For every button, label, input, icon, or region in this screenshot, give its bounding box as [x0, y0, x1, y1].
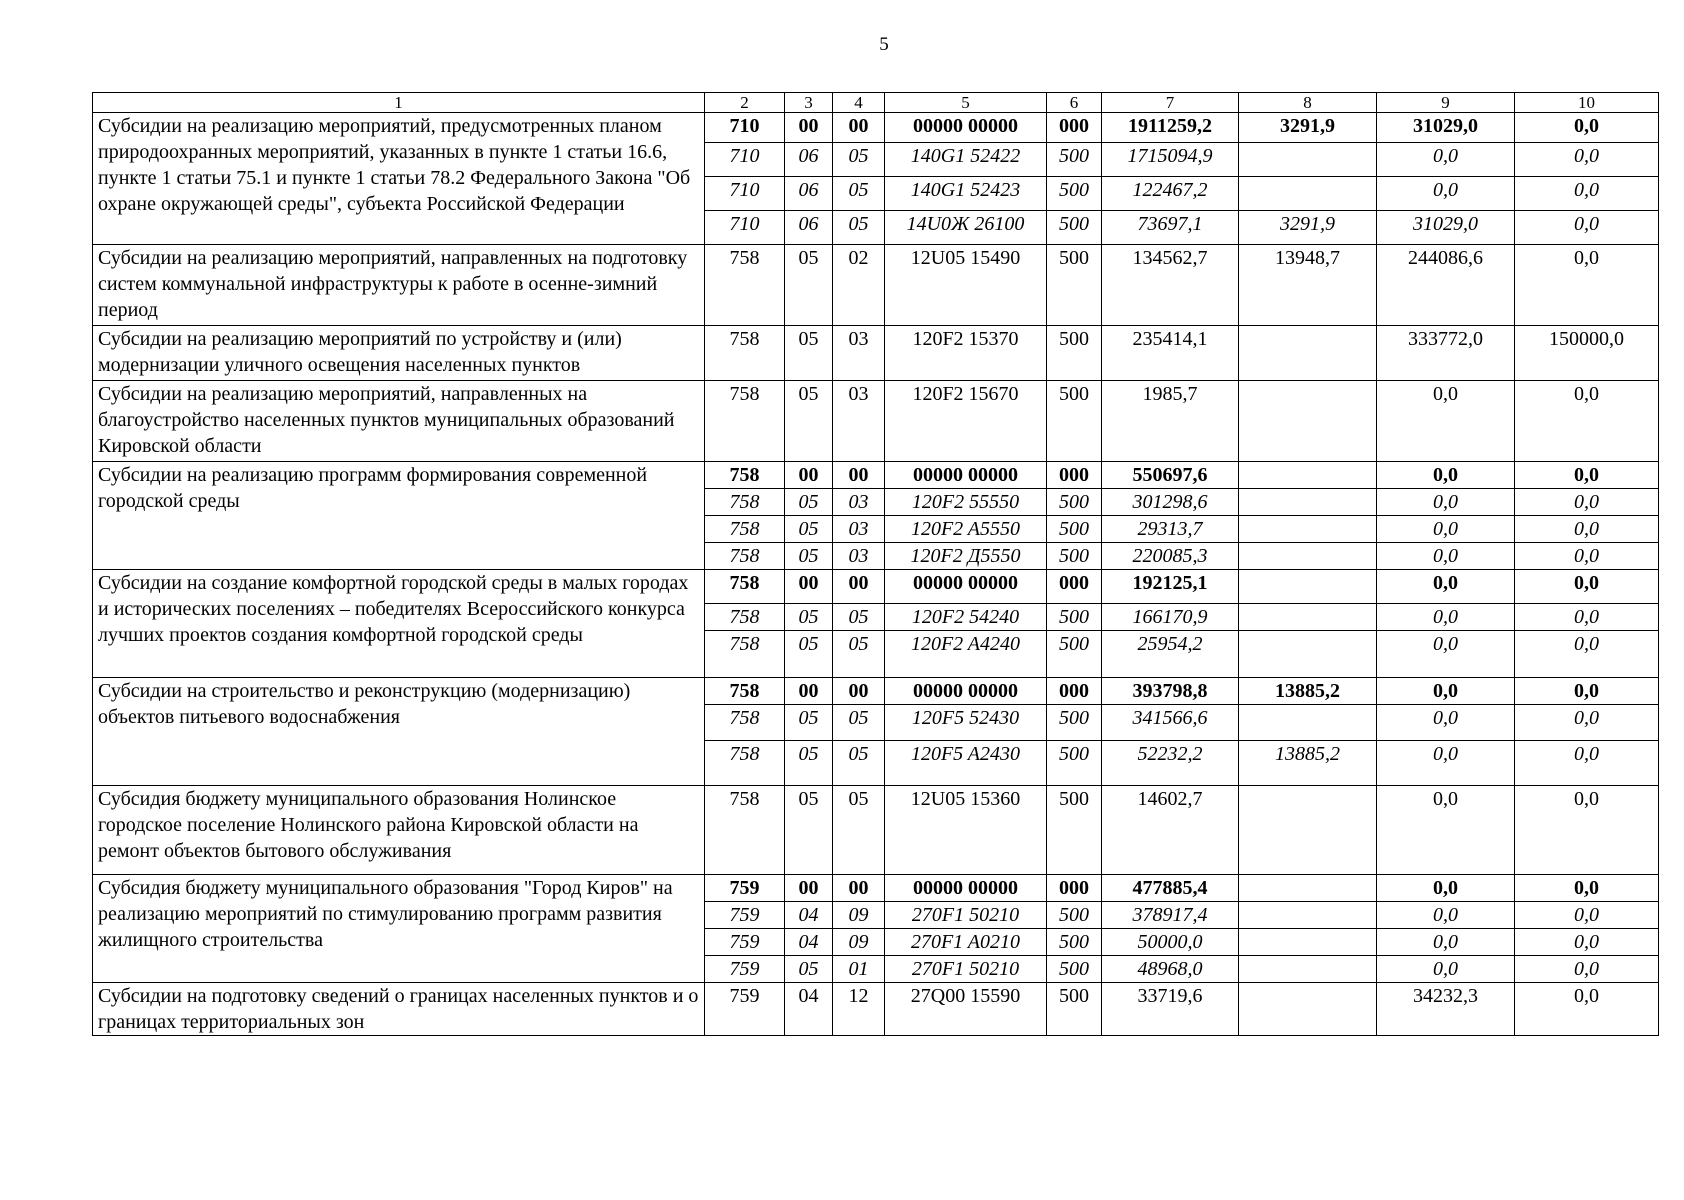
sum-col-10-cell: 0,0	[1515, 381, 1659, 462]
sum-col-7-cell: 1715094,9	[1102, 143, 1239, 177]
sum-col-8-cell	[1239, 462, 1377, 489]
section-cell: 00	[785, 570, 833, 604]
sum-col-7-cell: 393798,8	[1102, 678, 1239, 705]
sum-col-8-cell	[1239, 489, 1377, 516]
target-article-cell: 00000 00000	[885, 875, 1047, 902]
target-article-cell: 120F2 Д5550	[885, 543, 1047, 570]
section-cell: 06	[785, 177, 833, 211]
target-article-cell: 00000 00000	[885, 462, 1047, 489]
sum-col-10-cell: 0,0	[1515, 604, 1659, 631]
target-article-cell: 140G1 52423	[885, 177, 1047, 211]
sum-col-9-cell: 0,0	[1377, 381, 1515, 462]
sum-col-9-cell: 0,0	[1377, 462, 1515, 489]
chapter-cell: 758	[705, 604, 785, 631]
sum-col-8-cell	[1239, 631, 1377, 678]
sum-col-8-cell	[1239, 705, 1377, 741]
sum-col-7-cell: 122467,2	[1102, 177, 1239, 211]
sum-col-9-cell: 0,0	[1377, 177, 1515, 211]
sum-col-8-cell: 13948,7	[1239, 245, 1377, 326]
expense-type-cell: 500	[1047, 929, 1102, 956]
chapter-cell: 758	[705, 516, 785, 543]
expense-type-cell: 500	[1047, 604, 1102, 631]
sum-col-7-cell: 1985,7	[1102, 381, 1239, 462]
sum-col-8-cell	[1239, 143, 1377, 177]
sum-col-9-cell: 0,0	[1377, 705, 1515, 741]
expense-type-cell: 000	[1047, 570, 1102, 604]
sum-col-10-cell: 0,0	[1515, 543, 1659, 570]
sum-col-10-cell: 0,0	[1515, 983, 1659, 1036]
sum-col-9-cell: 0,0	[1377, 902, 1515, 929]
expense-type-cell: 500	[1047, 177, 1102, 211]
subsection-cell: 09	[833, 929, 885, 956]
target-article-cell: 120F2 54240	[885, 604, 1047, 631]
sum-col-9-cell: 0,0	[1377, 604, 1515, 631]
section-cell: 05	[785, 326, 833, 381]
description-cell: Субсидии на реализацию мероприятий, предусмотренных планом природоохранных мероприятий, указанных в пункте 1 статьи 16.6, пункте 1 статьи 75.1 и пункте 1 статьи 78.2 Федерального Закона "Об охране окружающей среды", субъекта Российской Федерации	[93, 113, 705, 245]
sum-col-7-cell: 1911259,2	[1102, 113, 1239, 143]
table-row	[93, 326, 1659, 381]
target-article-cell: 120F5 52430	[885, 705, 1047, 741]
sum-col-10-cell: 0,0	[1515, 705, 1659, 741]
sum-col-7-cell: 50000,0	[1102, 929, 1239, 956]
sum-col-9-cell: 0,0	[1377, 143, 1515, 177]
subsection-cell: 00	[833, 570, 885, 604]
sum-col-8-cell	[1239, 902, 1377, 929]
sum-col-10-cell: 0,0	[1515, 678, 1659, 705]
sum-col-7-cell: 192125,1	[1102, 570, 1239, 604]
subsection-cell: 05	[833, 604, 885, 631]
sum-col-8-cell	[1239, 604, 1377, 631]
subsection-cell: 03	[833, 489, 885, 516]
sum-col-8-cell	[1239, 956, 1377, 983]
section-cell: 05	[785, 516, 833, 543]
description-cell: Субсидия бюджету муниципального образования "Город Киров" на реализацию мероприятий по стимулированию программ развития жилищного строительства	[93, 875, 705, 983]
section-cell: 05	[785, 543, 833, 570]
subsection-cell: 05	[833, 741, 885, 786]
sum-col-9-cell: 0,0	[1377, 631, 1515, 678]
subsection-cell: 05	[833, 143, 885, 177]
target-article-cell: 140G1 52422	[885, 143, 1047, 177]
expense-type-cell: 500	[1047, 381, 1102, 462]
sum-col-7-cell: 166170,9	[1102, 604, 1239, 631]
expense-type-cell: 000	[1047, 462, 1102, 489]
sum-col-8-cell	[1239, 786, 1377, 875]
sum-col-9-cell: 0,0	[1377, 543, 1515, 570]
header-cell-8: 8	[1239, 93, 1377, 113]
description-cell: Субсидии на подготовку сведений о границах населенных пунктов и о границах территориальных зон	[93, 983, 705, 1036]
expense-type-cell: 500	[1047, 326, 1102, 381]
sum-col-8-cell: 13885,2	[1239, 678, 1377, 705]
target-article-cell: 00000 00000	[885, 113, 1047, 143]
section-cell: 00	[785, 875, 833, 902]
sum-col-7-cell: 25954,2	[1102, 631, 1239, 678]
section-cell: 05	[785, 741, 833, 786]
description-cell: Субсидии на реализацию мероприятий по устройству и (или) модернизации уличного освещения населенных пунктов	[93, 326, 705, 381]
header-cell-4: 4	[833, 93, 885, 113]
sum-col-10-cell: 0,0	[1515, 245, 1659, 326]
subsection-cell: 01	[833, 956, 885, 983]
sum-col-7-cell: 134562,7	[1102, 245, 1239, 326]
sum-col-7-cell: 220085,3	[1102, 543, 1239, 570]
section-cell: 04	[785, 983, 833, 1036]
sum-col-7-cell: 29313,7	[1102, 516, 1239, 543]
section-cell: 05	[785, 381, 833, 462]
chapter-cell: 759	[705, 956, 785, 983]
table-row	[93, 245, 1659, 326]
sum-col-8-cell	[1239, 570, 1377, 604]
header-cell-10: 10	[1515, 93, 1659, 113]
chapter-cell: 759	[705, 983, 785, 1036]
subsection-cell: 05	[833, 211, 885, 245]
budget-table	[92, 92, 1659, 1036]
chapter-cell: 710	[705, 143, 785, 177]
sum-col-10-cell: 0,0	[1515, 211, 1659, 245]
table-row	[93, 786, 1659, 875]
section-cell: 04	[785, 902, 833, 929]
subsection-cell: 03	[833, 381, 885, 462]
table-row	[93, 462, 1659, 489]
sum-col-10-cell: 0,0	[1515, 462, 1659, 489]
table-row	[93, 113, 1659, 143]
subsection-cell: 05	[833, 631, 885, 678]
expense-type-cell: 500	[1047, 211, 1102, 245]
page-number: 5	[879, 34, 889, 55]
subsection-cell: 03	[833, 516, 885, 543]
chapter-cell: 759	[705, 875, 785, 902]
subsection-cell: 05	[833, 705, 885, 741]
section-cell: 00	[785, 678, 833, 705]
chapter-cell: 758	[705, 489, 785, 516]
chapter-cell: 758	[705, 543, 785, 570]
sum-col-7-cell: 14602,7	[1102, 786, 1239, 875]
sum-col-8-cell	[1239, 983, 1377, 1036]
chapter-cell: 758	[705, 631, 785, 678]
subsection-cell: 09	[833, 902, 885, 929]
sum-col-7-cell: 301298,6	[1102, 489, 1239, 516]
sum-col-9-cell: 0,0	[1377, 741, 1515, 786]
target-article-cell: 270F1 A0210	[885, 929, 1047, 956]
section-cell: 05	[785, 245, 833, 326]
target-article-cell: 27Q00 15590	[885, 983, 1047, 1036]
sum-col-9-cell: 0,0	[1377, 956, 1515, 983]
sum-col-10-cell: 0,0	[1515, 143, 1659, 177]
target-article-cell: 00000 00000	[885, 570, 1047, 604]
subsection-cell: 00	[833, 462, 885, 489]
target-article-cell: 12U05 15490	[885, 245, 1047, 326]
header-cell-2: 2	[705, 93, 785, 113]
description-cell: Субсидии на реализацию программ формирования современной городской среды	[93, 462, 705, 570]
chapter-cell: 759	[705, 902, 785, 929]
target-article-cell: 120F2 A5550	[885, 516, 1047, 543]
subsection-cell: 00	[833, 875, 885, 902]
sum-col-7-cell: 477885,4	[1102, 875, 1239, 902]
header-cell-3: 3	[785, 93, 833, 113]
sum-col-10-cell: 0,0	[1515, 956, 1659, 983]
description-cell: Субсидии на создание комфортной городской среды в малых городах и исторических поселениях – победителях Всероссийского конкурса лучших проектов создания комфортной городской среды	[93, 570, 705, 678]
sum-col-9-cell: 0,0	[1377, 570, 1515, 604]
section-cell: 04	[785, 929, 833, 956]
chapter-cell: 758	[705, 245, 785, 326]
sum-col-10-cell: 0,0	[1515, 631, 1659, 678]
sum-col-9-cell: 0,0	[1377, 489, 1515, 516]
section-cell: 05	[785, 705, 833, 741]
sum-col-7-cell: 378917,4	[1102, 902, 1239, 929]
description-cell: Субсидии на строительство и реконструкцию (модернизацию) объектов питьевого водоснабжения	[93, 678, 705, 786]
target-article-cell: 270F1 50210	[885, 902, 1047, 929]
sum-col-9-cell: 0,0	[1377, 786, 1515, 875]
target-article-cell: 00000 00000	[885, 678, 1047, 705]
expense-type-cell: 500	[1047, 245, 1102, 326]
sum-col-7-cell: 33719,6	[1102, 983, 1239, 1036]
sum-col-9-cell: 31029,0	[1377, 113, 1515, 143]
sum-col-9-cell: 31029,0	[1377, 211, 1515, 245]
target-article-cell: 120F5 A2430	[885, 741, 1047, 786]
sum-col-10-cell: 150000,0	[1515, 326, 1659, 381]
expense-type-cell: 500	[1047, 631, 1102, 678]
chapter-cell: 710	[705, 211, 785, 245]
subsection-cell: 12	[833, 983, 885, 1036]
expense-type-cell: 500	[1047, 543, 1102, 570]
sum-col-10-cell: 0,0	[1515, 741, 1659, 786]
chapter-cell: 758	[705, 705, 785, 741]
description-cell: Субсидии на реализацию мероприятий, направленных на подготовку систем коммунальной инфраструктуры к работе в осенне-зимний период	[93, 245, 705, 326]
table-row	[93, 381, 1659, 462]
sum-col-10-cell: 0,0	[1515, 570, 1659, 604]
expense-type-cell: 500	[1047, 705, 1102, 741]
sum-col-7-cell: 341566,6	[1102, 705, 1239, 741]
expense-type-cell: 500	[1047, 983, 1102, 1036]
chapter-cell: 710	[705, 113, 785, 143]
sum-col-8-cell	[1239, 381, 1377, 462]
table-row	[93, 983, 1659, 1036]
chapter-cell: 710	[705, 177, 785, 211]
sum-col-7-cell: 550697,6	[1102, 462, 1239, 489]
sum-col-9-cell: 244086,6	[1377, 245, 1515, 326]
target-article-cell: 12U05 15360	[885, 786, 1047, 875]
header-cell-7: 7	[1102, 93, 1239, 113]
sum-col-10-cell: 0,0	[1515, 902, 1659, 929]
section-cell: 00	[785, 113, 833, 143]
header-cell-5: 5	[885, 93, 1047, 113]
sum-col-8-cell	[1239, 177, 1377, 211]
sum-col-9-cell: 0,0	[1377, 678, 1515, 705]
chapter-cell: 758	[705, 326, 785, 381]
chapter-cell: 758	[705, 741, 785, 786]
expense-type-cell: 500	[1047, 956, 1102, 983]
target-article-cell: 120F2 15370	[885, 326, 1047, 381]
sum-col-8-cell	[1239, 929, 1377, 956]
section-cell: 05	[785, 604, 833, 631]
table-row	[93, 570, 1659, 604]
sum-col-9-cell: 0,0	[1377, 875, 1515, 902]
sum-col-9-cell: 0,0	[1377, 929, 1515, 956]
sum-col-10-cell: 0,0	[1515, 113, 1659, 143]
subsection-cell: 05	[833, 177, 885, 211]
section-cell: 05	[785, 956, 833, 983]
chapter-cell: 758	[705, 570, 785, 604]
sum-col-8-cell	[1239, 516, 1377, 543]
expense-type-cell: 000	[1047, 113, 1102, 143]
table-row	[93, 678, 1659, 705]
sum-col-8-cell: 13885,2	[1239, 741, 1377, 786]
description-cell: Субсидия бюджету муниципального образования Нолинское городское поселение Нолинского района Кировской области на ремонт объектов бытового обслуживания	[93, 786, 705, 875]
header-cell-1: 1	[93, 93, 705, 113]
sum-col-8-cell: 3291,9	[1239, 113, 1377, 143]
sum-col-8-cell	[1239, 543, 1377, 570]
target-article-cell: 120F2 A4240	[885, 631, 1047, 678]
sum-col-7-cell: 235414,1	[1102, 326, 1239, 381]
target-article-cell: 120F2 15670	[885, 381, 1047, 462]
sum-col-10-cell: 0,0	[1515, 786, 1659, 875]
section-cell: 00	[785, 462, 833, 489]
sum-col-10-cell: 0,0	[1515, 516, 1659, 543]
subsection-cell: 02	[833, 245, 885, 326]
expense-type-cell: 500	[1047, 489, 1102, 516]
chapter-cell: 758	[705, 786, 785, 875]
expense-type-cell: 500	[1047, 143, 1102, 177]
header-row	[93, 93, 1659, 113]
subsection-cell: 03	[833, 326, 885, 381]
expense-type-cell: 500	[1047, 786, 1102, 875]
header-cell-9: 9	[1377, 93, 1515, 113]
sum-col-9-cell: 333772,0	[1377, 326, 1515, 381]
sum-col-9-cell: 34232,3	[1377, 983, 1515, 1036]
target-article-cell: 14U0Ж 26100	[885, 211, 1047, 245]
description-cell: Субсидии на реализацию мероприятий, направленных на благоустройство населенных пунктов муниципальных образований Кировской области	[93, 381, 705, 462]
sum-col-7-cell: 52232,2	[1102, 741, 1239, 786]
expense-type-cell: 000	[1047, 875, 1102, 902]
chapter-cell: 758	[705, 462, 785, 489]
sum-col-8-cell	[1239, 875, 1377, 902]
section-cell: 06	[785, 211, 833, 245]
sum-col-7-cell: 73697,1	[1102, 211, 1239, 245]
chapter-cell: 758	[705, 381, 785, 462]
sum-col-10-cell: 0,0	[1515, 489, 1659, 516]
sum-col-10-cell: 0,0	[1515, 929, 1659, 956]
sum-col-10-cell: 0,0	[1515, 177, 1659, 211]
expense-type-cell: 500	[1047, 741, 1102, 786]
target-article-cell: 270F1 50210	[885, 956, 1047, 983]
sum-col-8-cell: 3291,9	[1239, 211, 1377, 245]
chapter-cell: 758	[705, 678, 785, 705]
chapter-cell: 759	[705, 929, 785, 956]
sum-col-10-cell: 0,0	[1515, 875, 1659, 902]
section-cell: 06	[785, 143, 833, 177]
expense-type-cell: 500	[1047, 902, 1102, 929]
subsection-cell: 03	[833, 543, 885, 570]
budget-table-sheet	[92, 92, 1658, 1112]
sum-col-7-cell: 48968,0	[1102, 956, 1239, 983]
subsection-cell: 00	[833, 113, 885, 143]
sum-col-8-cell	[1239, 326, 1377, 381]
section-cell: 05	[785, 489, 833, 516]
subsection-cell: 00	[833, 678, 885, 705]
subsection-cell: 05	[833, 786, 885, 875]
section-cell: 05	[785, 786, 833, 875]
section-cell: 05	[785, 631, 833, 678]
expense-type-cell: 000	[1047, 678, 1102, 705]
header-cell-6: 6	[1047, 93, 1102, 113]
sum-col-9-cell: 0,0	[1377, 516, 1515, 543]
expense-type-cell: 500	[1047, 516, 1102, 543]
target-article-cell: 120F2 55550	[885, 489, 1047, 516]
table-row	[93, 875, 1659, 902]
